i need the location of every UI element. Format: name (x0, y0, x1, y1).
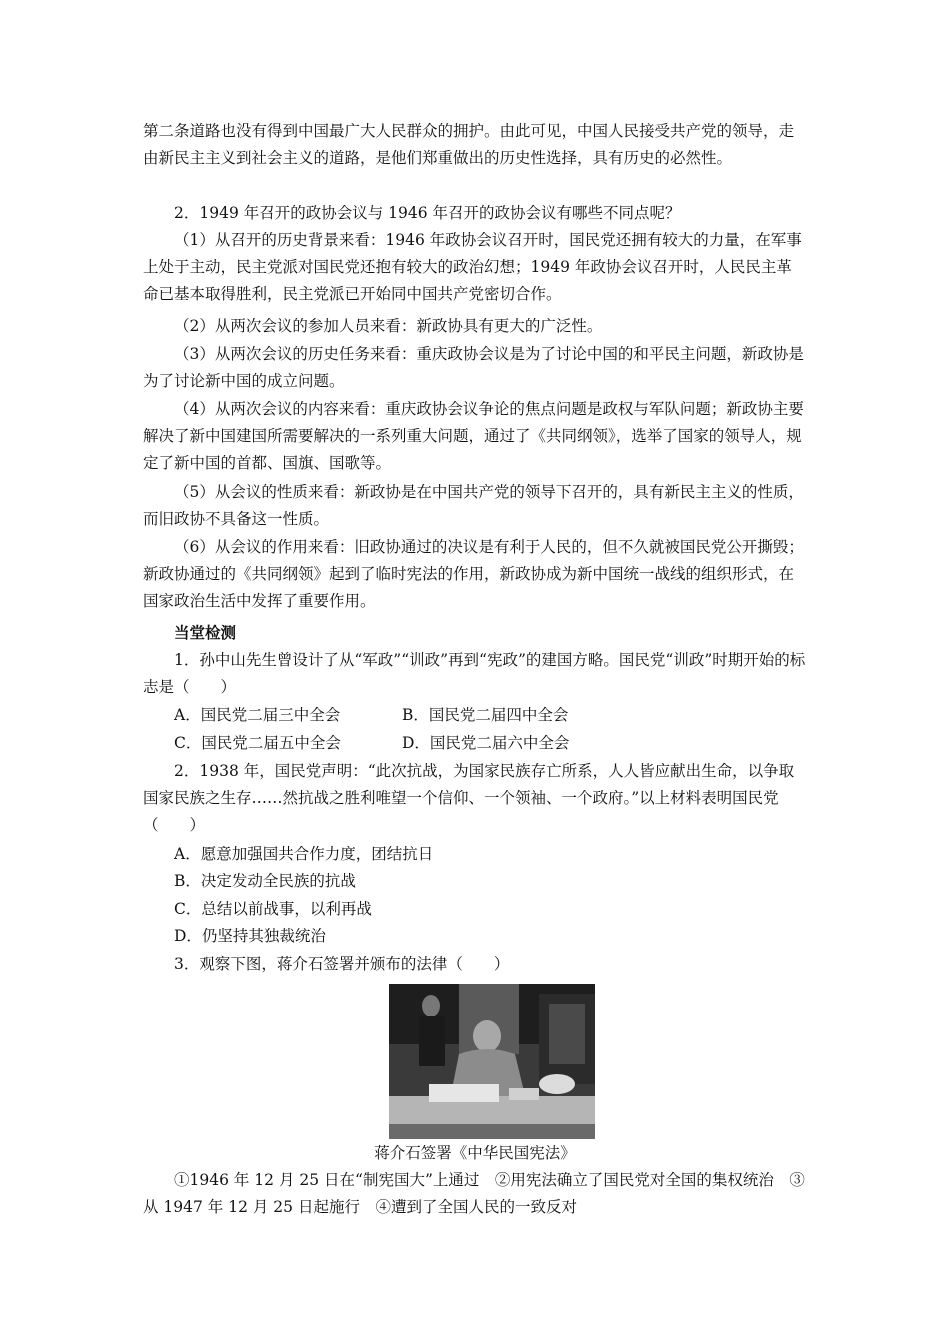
quiz-1-option-a: A．国民党二届三中全会 (174, 706, 341, 724)
point-1: （1）从召开的历史背景来看：1946 年政协会议召开时，国民党还拥有较大的力量，在军事上处于主动，民主党派对国民党还抱有较大的政治幻想；1949 年政协会议召开时，人民民主革命已基本取得胜利，民主党派已开始同中国共产党密切合作。 (143, 231, 802, 304)
point-4: （4）从两次会议的内容来看：重庆政协会议争论的焦点问题是政权与军队问题；新政协主要解决了新中国建国所需要解决的一系列重大问题，通过了《共同纲领》，选举了国家的领导人，规定了新中国的首都、国旗、国歌等。 (143, 400, 804, 473)
quiz-1-stem: 1．孙中山先生曾设计了从“军政”“训政”再到“宪政”的建国方略。国民党“训政”时期开始的标志是（ ） (143, 651, 806, 697)
quiz-3-stem: 3．观察下图，蒋介石签署并颁布的法律（ ） (174, 955, 510, 973)
quiz-3-statements: ①1946 年 12 月 25 日在“制宪国大”上通过 ②用宪法确立了国民党对全国的集权统治 ③从 1947 年 12 月 25 日起施行 ④遭到了全国人民的一致反对 (143, 1171, 805, 1217)
quiz-1-options-cd (174, 730, 569, 757)
quiz-2-option-d: D．仍坚持其独裁统治 (174, 927, 326, 945)
photo-illustration (389, 984, 595, 1139)
quiz-1-options-ab (174, 702, 568, 729)
quiz-1-option-c: C．国民党二届五中全会 (174, 734, 341, 752)
question-2-title: 2．1949 年召开的政协会议与 1946 年召开的政协会议有哪些不同点呢？ (174, 204, 681, 222)
quiz-2-stem: 2．1938 年，国民党声明：“此次抗战，为国家民族存亡所系，人人皆应献出生命，以争取国家民族之生存……然抗战之胜利唯望一个信仰、一个领袖、一个政府。”以上材料表明国民党（ ） (143, 762, 795, 835)
point-6: （6）从会议的作用来看：旧政协通过的决议是有利于人民的，但不久就被国民党公开撕毁；新政协通过的《共同纲领》起到了临时宪法的作用，新政协成为新中国统一战线的组织形式，在国家政治生活中发挥了重要作用。 (143, 538, 804, 611)
section-title: 当堂检测 (174, 624, 237, 642)
quiz-1-option-d: D．国民党二届六中全会 (402, 734, 570, 752)
historical-photo (389, 984, 595, 1139)
photo-caption: 蒋介石签署《中华民国宪法》 (374, 1144, 576, 1162)
point-3: （3）从两次会议的历史任务来看：重庆政协会议是为了讨论中国的和平民主问题，新政协是为了讨论新中国的成立问题。 (143, 345, 804, 391)
quiz-1-option-b: B．国民党二届四中全会 (402, 706, 569, 724)
quiz-2-option-b: B．决定发动全民族的抗战 (174, 872, 356, 890)
point-5: （5）从会议的性质来看：新政协是在中国共产党的领导下召开的，具有新民主主义的性质，而旧政协不具备这一性质。 (143, 483, 804, 529)
quiz-2-option-c: C．总结以前战事，以利再战 (174, 900, 372, 918)
quiz-2-option-a: A．愿意加强国共合作力度，团结抗日 (174, 845, 434, 863)
point-2: （2）从两次会议的参加人员来看：新政协具有更大的广泛性。 (174, 317, 603, 335)
intro-paragraph: 第二条道路也没有得到中国最广大人民群众的拥护。由此可见，中国人民接受共产党的领导，走由新民主主义到社会主义的道路，是他们郑重做出的历史性选择，具有历史的必然性。 (143, 122, 795, 168)
